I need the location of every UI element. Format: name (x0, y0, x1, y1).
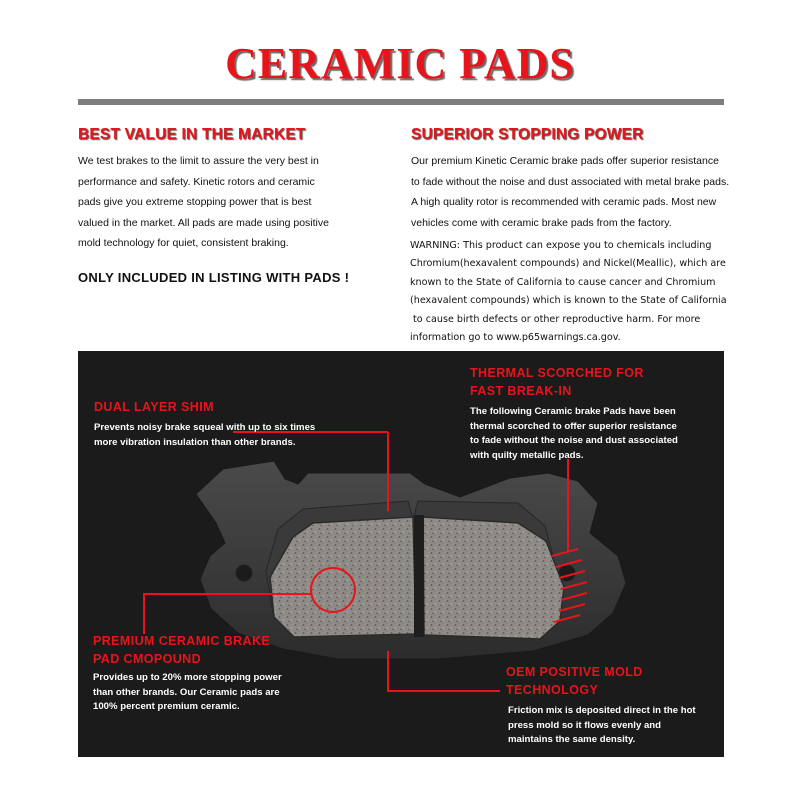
warning-line: information go to www.p65warnings.ca.gov. (410, 332, 621, 344)
title-divider (78, 99, 724, 105)
callout-line: 100% percent premium ceramic. (93, 701, 240, 712)
callout-thermal-heading (470, 364, 644, 400)
right-heading: SUPERIOR STOPPING POWER (411, 126, 644, 143)
callout-line: Prevents noisy brake squeal with up to six times (94, 422, 316, 433)
callout-heading-line: OEM POSITIVE MOLD (506, 665, 643, 679)
left-line: We test brakes to the limit to assure the very best in (78, 155, 319, 167)
callout-line: Friction mix is deposited direct in the hot (508, 705, 696, 716)
callout-line: thermal scorched to offer superior resistance (470, 420, 677, 432)
callout-line: to fade without the noise and dust associated (470, 435, 678, 446)
callout-shim-text (94, 421, 354, 450)
callout-line: more vibration insulation than other brands. (94, 436, 296, 448)
right-line: vehicles come with ceramic brake pads from the factory. (411, 216, 672, 229)
callout-line: with quilty metallic pads. (470, 449, 584, 461)
callout-mold-text (508, 704, 718, 748)
right-line: Our premium Kinetic Ceramic brake pads offer superior resistance (411, 155, 719, 167)
left-line: pads give you extreme stopping power that is best (78, 196, 312, 208)
callout-compound-heading (93, 632, 270, 668)
warning-line: (hexavalent compounds) which is known to the State of California (410, 295, 727, 307)
left-body (78, 151, 378, 254)
callout-line: than other brands. Our Ceramic pads are (93, 686, 280, 698)
callout-line: Provides up to 20% more stopping power (93, 672, 282, 683)
brake-pad-infographic (78, 351, 724, 757)
callout-heading-line: TECHNOLOGY (506, 683, 599, 697)
callout-heading-line: PAD CMOPOUND (93, 652, 202, 666)
callout-heading-line: PREMIUM CERAMIC BRAKE (93, 634, 271, 648)
callout-line: The following Ceramic brake Pads have been (470, 406, 676, 417)
warning-line: Chromium(hexavalent compounds) and Nickel(Meallic), which are (410, 258, 726, 270)
warning-line: to cause birth defects or other reproductive harm. For more (410, 313, 701, 325)
page-title: CERAMIC PADS (225, 39, 575, 88)
callout-line: press mold so it flows evenly and (508, 719, 662, 731)
left-line: performance and safety. Kinetic rotors and ceramic (78, 175, 315, 188)
left-line: valued in the market. All pads are made using positive (78, 216, 329, 229)
right-line: to fade without the noise and dust associated with metal brake pads. (411, 175, 730, 188)
right-body (411, 151, 741, 233)
callout-heading-line: FAST BREAK-IN (470, 384, 572, 398)
left-heading: BEST VALUE IN THE MARKET (78, 126, 306, 143)
callout-heading-line: THERMAL SCORCHED FOR (470, 366, 644, 380)
callout-mold-heading (506, 663, 643, 699)
callout-compound-text (93, 671, 343, 715)
left-line: mold technology for quiet, consistent braking. (78, 237, 289, 249)
warning-line: WARNING: This product can expose you to chemicals including (410, 240, 712, 251)
callout-line: maintains the same density. (508, 734, 636, 745)
listing-notice: ONLY INCLUDED IN LISTING WITH PADS ! (78, 270, 350, 285)
callout-thermal-text (470, 405, 720, 463)
warning-line: known to the State of California to cause cancer and Chromium (410, 276, 716, 288)
warning-text (410, 237, 740, 347)
right-line: A high quality rotor is recommended with ceramic pads. Most new (411, 196, 717, 208)
callout-shim-heading: DUAL LAYER SHIM (94, 400, 214, 414)
